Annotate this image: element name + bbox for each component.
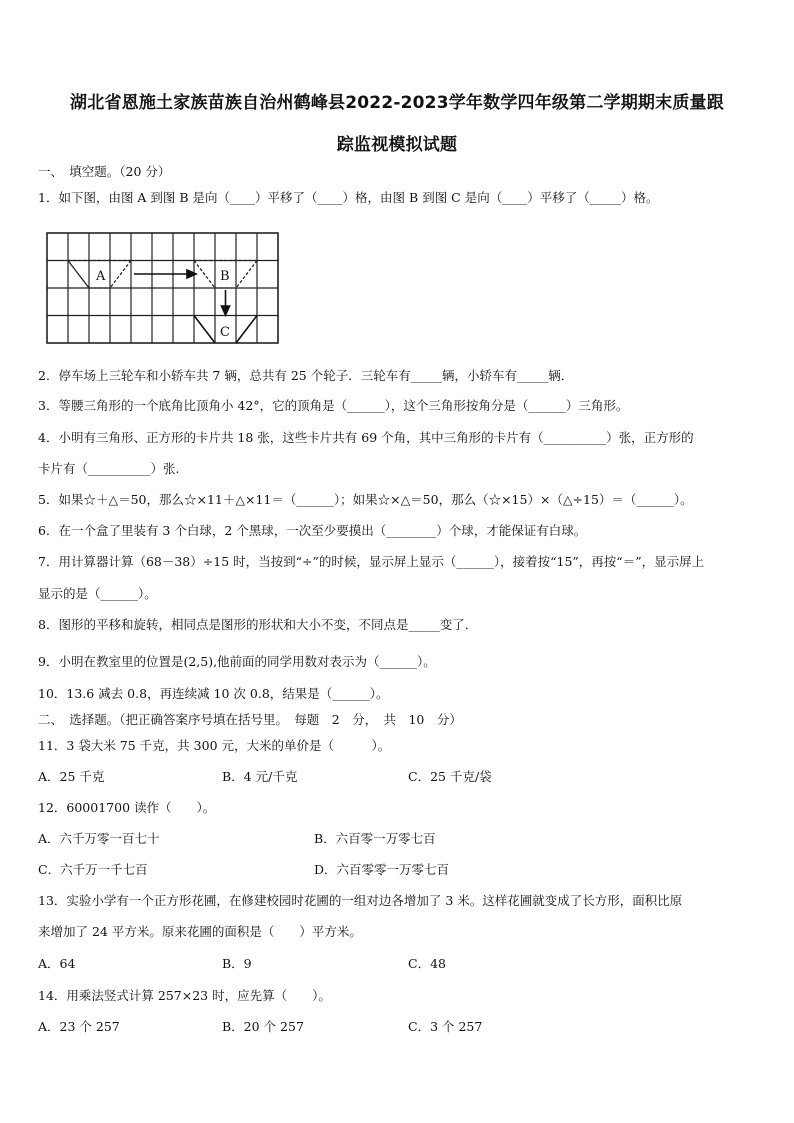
question-14-option-c: C．3 个 257 (408, 1019, 483, 1034)
question-5: 5．如果☆＋△＝50，那么☆×11＋△×11＝（______）；如果☆×△＝50，那么（☆×15）×（△÷15）＝（______）。 (38, 492, 693, 507)
question-7-line-2: 显示的是（______）。 (38, 586, 157, 601)
question-3: 3．等腰三角形的一个底角比顶角小 42°，它的顶角是（______），这个三角形按角分是（______）三角形。 (38, 398, 629, 413)
question-2: 2．停车场上三轮车和小轿车共 7 辆，总共有 25 个轮子．三轮车有_____辆，小轿车有_____辆． (38, 368, 574, 383)
question-12-option-c: C．六千万一千七百 (38, 862, 148, 877)
question-12: 12．60001700 读作（ ）。 (38, 800, 216, 815)
question-14: 14．用乘法竖式计算 257×23 时，应先算（ ）。 (38, 988, 331, 1003)
question-14-option-b: B．20 个 257 (222, 1019, 304, 1034)
question-10: 10．13.6 减去 0.8，再连续减 10 次 0.8，结果是（______）。 (38, 686, 389, 701)
question-13-option-b: B．9 (222, 956, 252, 971)
question-12-option-d: D．六百零零一万零七百 (314, 862, 450, 877)
shape-b-label: B (220, 269, 230, 284)
section-2-heading: 二、 选择题。（把正确答案序号填在括号里。 每题 2 分， 共 10 分） (38, 712, 462, 727)
question-12-option-a: A．六千万零一百七十 (38, 831, 160, 846)
question-11-option-a: A．25 千克 (38, 769, 105, 784)
grid-lines (47, 233, 278, 343)
question-11: 11．3 袋大米 75 千克，共 300 元，大米的单价是（ ）。 (38, 738, 391, 753)
page-title-continued: 踪监视模拟试题 (336, 135, 458, 155)
question-8: 8．图形的平移和旋转，相同点是图形的形状和大小不变，不同点是_____变了． (38, 617, 478, 632)
arrow-down-icon (222, 290, 230, 315)
question-1: 1．如下图，由图 A 到图 B 是向（____）平移了（____）格，由图 B 到图 C 是向（____）平移了（_____）格。 (38, 190, 659, 205)
grid-figure (46, 232, 280, 344)
question-13-line-2: 来增加了 24 平方米。原来花圃的面积是（ ）平方米。 (38, 924, 362, 939)
question-13-line-1: 13．实验小学有一个正方形花圃，在修建校园时花圃的一组对边各增加了 3 米。这样花圃就变成了长方形，面积比原 (38, 893, 683, 908)
question-13-option-c: C．48 (408, 956, 446, 971)
question-12-option-b: B．六百零一万零七百 (314, 831, 436, 846)
question-14-option-a: A．23 个 257 (38, 1019, 120, 1034)
question-4-line-2: 卡片有（__________）张. (38, 461, 180, 476)
question-6: 6．在一个盒了里装有 3 个白球，2 个黑球，一次至少要摸出（________）个球，才能保证有白球。 (38, 523, 587, 538)
question-7-line-1: 7．用计算器计算（68－38）÷15 时，当按到“÷”的时候，显示屏上显示（______），接着按“15”，再按“＝”，显示屏上 (38, 554, 705, 569)
question-11-option-c: C．25 千克/袋 (408, 769, 492, 784)
question-13-option-a: A．64 (38, 956, 76, 971)
question-9: 9．小明在教室里的位置是(2,5),他前面的同学用数对表示为（______）。 (38, 654, 436, 669)
shape-c-label: C (220, 325, 230, 340)
shape-a-label: A (96, 269, 106, 284)
grid-figure-svg (46, 232, 280, 344)
arrow-right-icon (134, 270, 196, 278)
page-title: 湖北省恩施土家族苗族自治州鹤峰县2022-2023学年数学四年级第二学期期末质量跟 (70, 93, 724, 113)
question-4-line-1: 4．小明有三角形、正方形的卡片共 18 张，这些卡片共有 69 个角，其中三角形的卡片有（__________）张，正方形的 (38, 430, 694, 445)
question-11-option-b: B．4 元/千克 (222, 769, 298, 784)
section-1-heading: 一、 填空题。（20 分） (38, 164, 171, 179)
